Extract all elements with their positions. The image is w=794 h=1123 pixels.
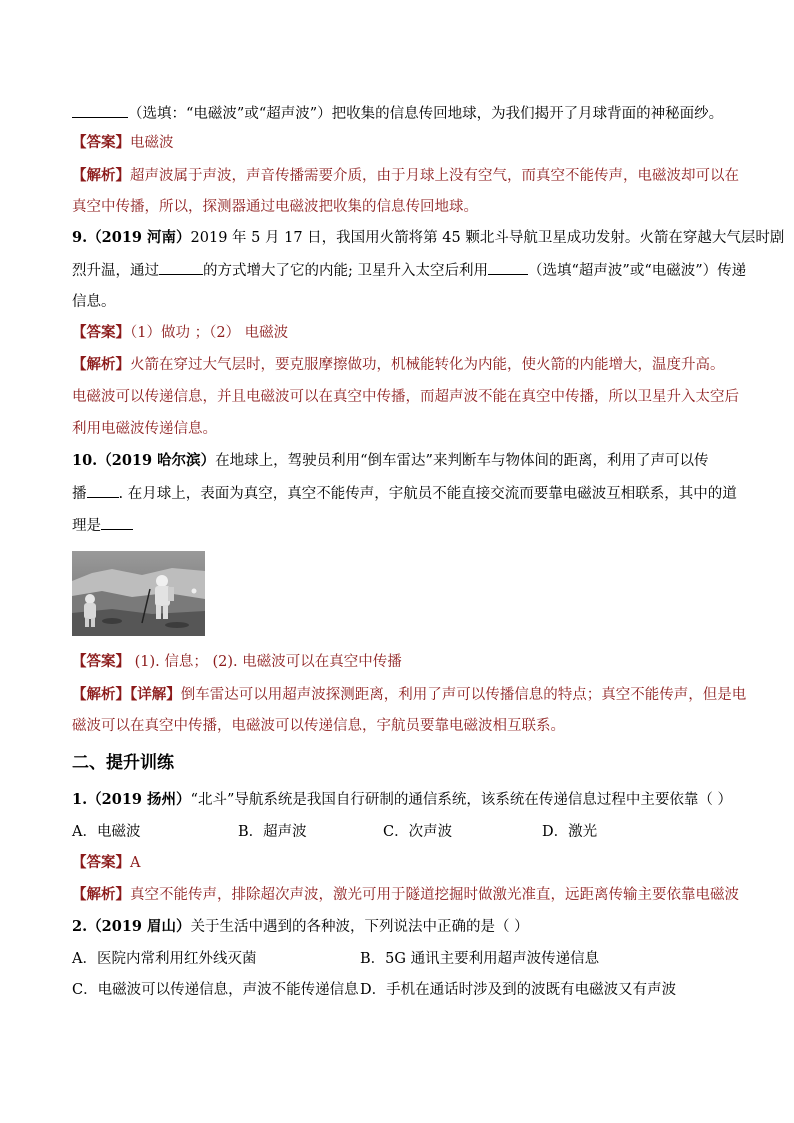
p2-option-b: B．5G 通讯主要利用超声波传递信息 [360, 951, 600, 967]
q8-analysis-line2: 真空中传播，所以，探测器通过电磁波把收集的信息传回地球。 [72, 199, 478, 215]
q10-answer [72, 652, 402, 672]
q10-line1: 10.（2019 哈尔滨）在地球上，驾驶员利用“倒车雷达”来判断车与物体间的距离，利用了声可以传 [72, 452, 709, 469]
answer-tag: 【答案】 [72, 134, 130, 151]
p1-option-a: A．电磁波 [72, 824, 141, 840]
answer-blank [72, 103, 128, 118]
answer-text: A [130, 855, 141, 871]
p2-option-c: C．电磁波可以传递信息，声波不能传递信息 [72, 982, 359, 998]
astronaut-moon-photo [72, 551, 205, 636]
p1-answer [72, 853, 140, 873]
answer-blank [101, 515, 133, 530]
answer-tag: 【答案】 [72, 854, 130, 871]
p2-option-a: A．医院内常利用红外线灭菌 [72, 951, 257, 967]
q9-analysis-line3: 利用电磁波传递信息。 [72, 421, 217, 437]
analysis-tag: 【解析】 [72, 886, 130, 903]
q8-answer [72, 133, 174, 153]
p1-analysis: 【解析】真空不能传声，排除超次声波，激光可用于隧道挖掘时做激光准直，远距离传输主要依靠电磁波 [72, 886, 739, 903]
section-heading: 二、提升训练 [72, 753, 174, 773]
answer-tag: 【答案】 [72, 324, 130, 341]
answer-text: (1). 信息； (2). 电磁波可以在真空中传播 [130, 654, 402, 670]
q9-analysis-line1: 【解析】火箭在穿过大气层时，要克服摩擦做功，机械能转化为内能，使火箭的内能增大，温度升高。 [72, 356, 725, 373]
analysis-tag: 【解析】 [72, 167, 130, 184]
p2-stem: 2.（2019 眉山）关于生活中遇到的各种波，下列说法中正确的是（ ） [72, 918, 529, 935]
p1-option-b: B．超声波 [238, 824, 307, 840]
p1-stem: 1.（2019 扬州）“北斗”导航系统是我国自行研制的通信系统，该系统在传递信息过程中主要依靠（ ） [72, 791, 732, 808]
q10-line3: 理是 [72, 515, 133, 536]
p2-option-d: D．手机在通话时涉及到的波既有电磁波又有声波 [360, 982, 677, 998]
q10-analysis-line1: 【解析】【详解】倒车雷达可以用超声波探测距离，利用了声可以传播信息的特点；真空不能传声，但是电 [72, 686, 747, 703]
question-source: （2019 哈尔滨） [97, 452, 216, 469]
p1-option-d: D．激光 [542, 824, 598, 840]
q8-analysis-line1: 【解析】超声波属于声波，声音传播需要介质，由于月球上没有空气，而真空不能传声，电磁波却可以在 [72, 167, 739, 184]
answer-blank [488, 260, 528, 275]
answer-blank [159, 260, 203, 275]
q10-line2: 播 . 在月球上，表面为真空，真空不能传声，宇航员不能直接交流而要靠电磁波互相联系，其中的道 [72, 483, 737, 504]
question-source: （2019 河南） [87, 229, 191, 246]
answer-tag: 【答案】 [72, 653, 130, 670]
q9-line2: 烈升温，通过 的方式增大了它的内能; 卫星升入太空后利用 （选填“超声波”或“电磁波”）传递 [72, 260, 746, 281]
answer-text: （1）做功 ；（2） 电磁波 [130, 325, 289, 341]
q9-line1: 9.（2019 河南）2019 年 5 月 17 日，我国用火箭将第 45 颗北斗导航卫星成功发射。火箭在穿越大气层时剧 [72, 229, 785, 246]
p1-option-c: C．次声波 [383, 824, 453, 840]
answer-blank [87, 483, 119, 498]
question-source: （2019 扬州） [87, 791, 191, 808]
analysis-tag: 【解析】 [72, 356, 130, 373]
q9-line3: 信息。 [72, 294, 116, 310]
answer-text: 电磁波 [130, 135, 174, 151]
q9-answer [72, 323, 288, 343]
astronaut-illustration [72, 551, 205, 636]
q10-analysis-line2: 磁波可以在真空中传播，电磁波可以传递信息，宇航员要靠电磁波相互联系。 [72, 718, 565, 734]
question-source: （2019 眉山） [87, 918, 191, 935]
q9-analysis-line2: 电磁波可以传递信息，并且电磁波可以在真空中传播，而超声波不能在真空中传播，所以卫星升入太空后 [72, 389, 739, 405]
q8-line1: （选填：“电磁波”或“超声波”）把收集的信息传回地球，为我们揭开了月球背面的神秘面纱。 [72, 103, 723, 124]
analysis-tag: 【解析】【详解】 [72, 686, 181, 703]
